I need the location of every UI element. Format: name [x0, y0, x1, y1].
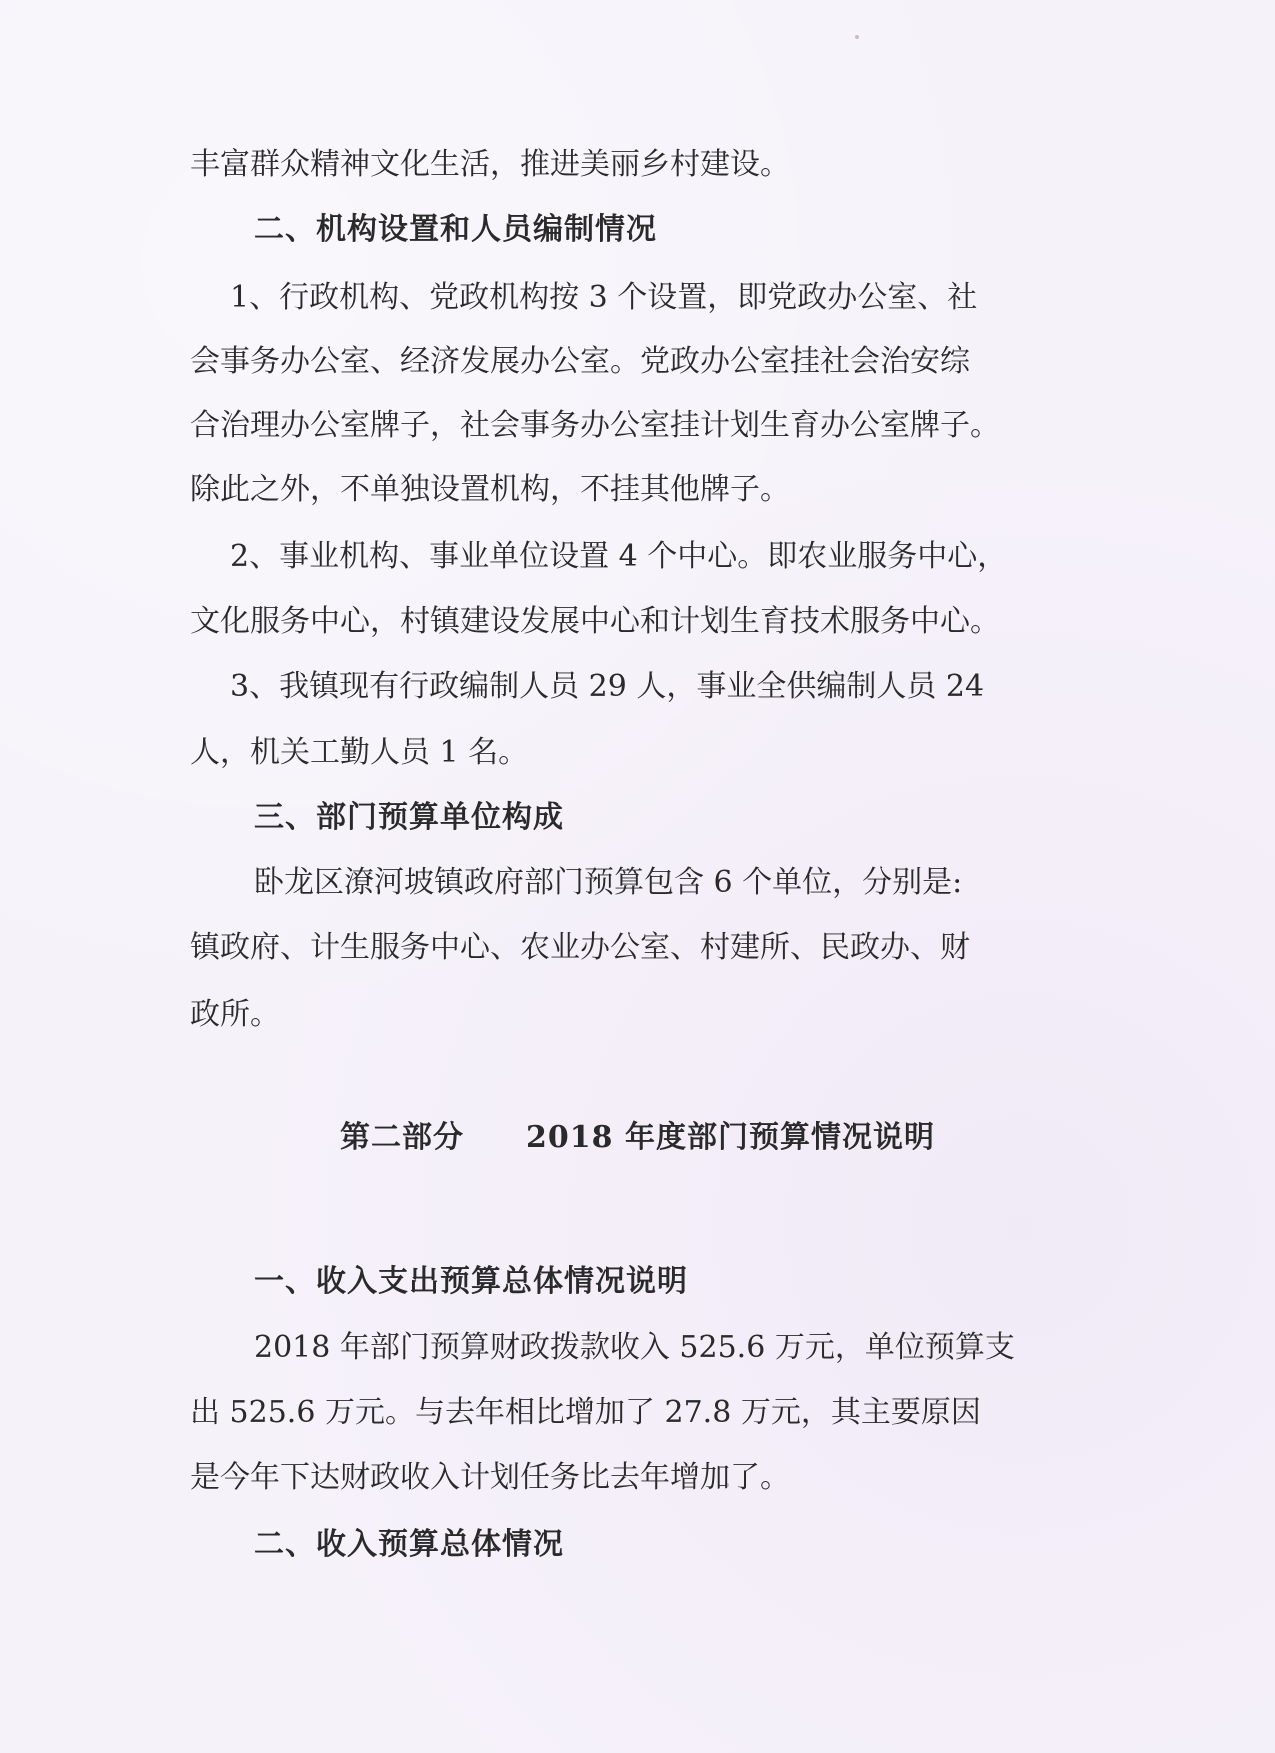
paragraph-line: 会事务办公室、经济发展办公室。党政办公室挂社会治安综 — [190, 344, 970, 379]
paragraph-line: 是今年下达财政收入计划任务比去年增加了。 — [190, 1460, 790, 1495]
part-title: 第二部分 2018 年度部门预算情况说明 — [340, 1120, 935, 1155]
paragraph-line: 3、我镇现有行政编制人员 29 人，事业全供编制人员 24 — [230, 669, 985, 704]
paragraph-line: 出 525.6 万元。与去年相比增加了 27.8 万元，其主要原因 — [190, 1395, 981, 1430]
paragraph-line: 人，机关工勤人员 1 名。 — [190, 735, 529, 770]
section-heading: 二、机构设置和人员编制情况 — [254, 212, 657, 247]
paragraph-line: 政所。 — [190, 997, 280, 1032]
paragraph-line: 丰富群众精神文化生活，推进美丽乡村建设。 — [190, 147, 790, 182]
section-heading: 三、部门预算单位构成 — [254, 800, 564, 835]
section-heading: 二、收入预算总体情况 — [254, 1527, 564, 1562]
paragraph-line: 合治理办公室牌子，社会事务办公室挂计划生育办公室牌子。 — [190, 408, 1000, 443]
paragraph-line: 1、行政机构、党政机构按 3 个设置，即党政办公室、社 — [230, 280, 978, 315]
paragraph-line: 2、事业机构、事业单位设置 4 个中心。即农业服务中心， — [230, 539, 1008, 574]
paragraph-line: 文化服务中心，村镇建设发展中心和计划生育技术服务中心。 — [190, 604, 1000, 639]
scan-speck — [855, 35, 859, 39]
paragraph-line: 除此之外，不单独设置机构，不挂其他牌子。 — [190, 472, 790, 507]
paragraph-line: 2018 年部门预算财政拨款收入 525.6 万元，单位预算支 — [254, 1330, 1015, 1365]
section-heading: 一、收入支出预算总体情况说明 — [254, 1264, 688, 1299]
paragraph-line: 镇政府、计生服务中心、农业办公室、村建所、民政办、财 — [190, 930, 970, 965]
paragraph-line: 卧龙区潦河坡镇政府部门预算包含 6 个单位，分别是: — [254, 865, 963, 900]
